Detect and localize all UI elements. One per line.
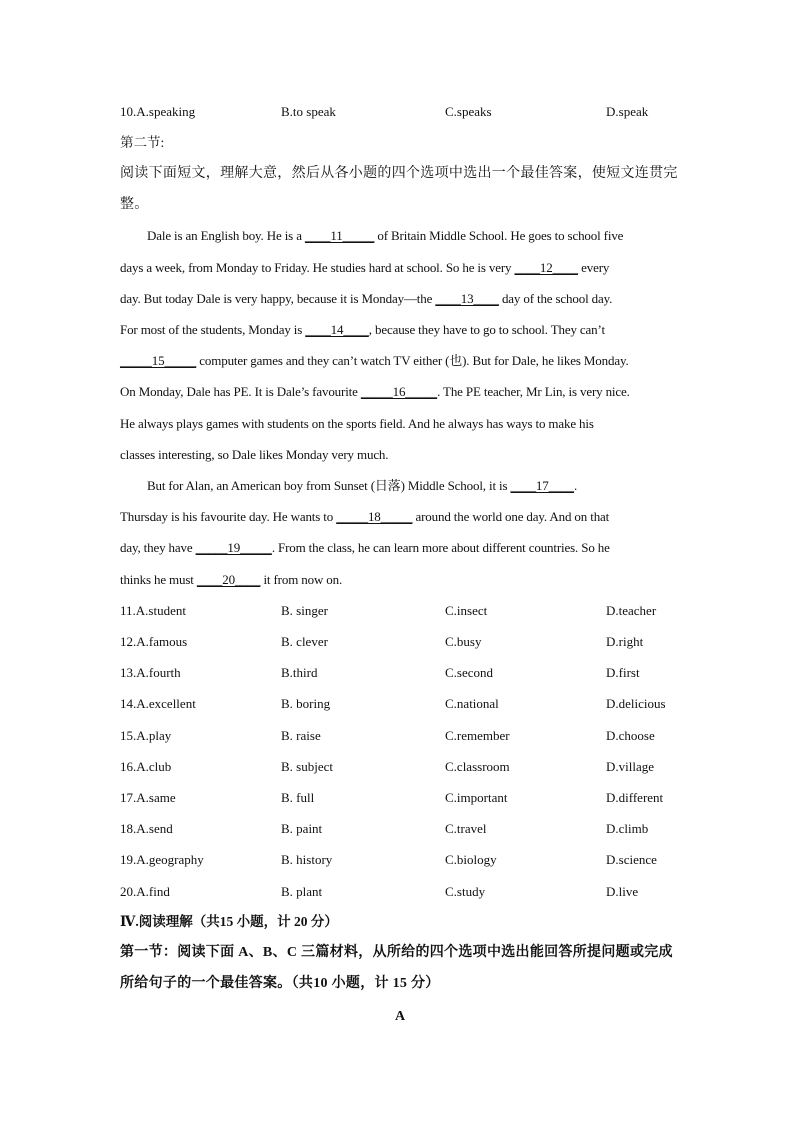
option-a: 18.A.send bbox=[120, 821, 173, 836]
passage-text: On Monday, Dale has PE. It is Dale’s favourite bbox=[120, 384, 361, 399]
passage-text: days a week, from Monday to Friday. He studies hard at school. So he is very bbox=[120, 260, 515, 275]
option-c: C.national bbox=[445, 696, 499, 711]
passage-line bbox=[120, 476, 707, 496]
question-options-row bbox=[120, 694, 680, 714]
section-4-instructions-line-1: 第一节：阅读下面 A、B、C 三篇材料，从所给的四个选项中选出能回答所提问题或完成 bbox=[120, 945, 673, 960]
passage-text: day, they have bbox=[120, 540, 196, 555]
option-b: B. subject bbox=[281, 759, 333, 774]
option-d: D.speak bbox=[606, 104, 649, 119]
option-c: C.travel bbox=[445, 821, 487, 836]
option-d: D.right bbox=[606, 634, 644, 649]
part-a-heading: A bbox=[394, 1009, 406, 1024]
option-b: B. clever bbox=[281, 634, 328, 649]
option-c: C.study bbox=[445, 884, 486, 899]
option-c: C.second bbox=[445, 665, 494, 680]
section-4-instructions-line-2: 所给句子的一个最佳答案。（共10 小题，计 15 分） bbox=[120, 976, 440, 991]
option-a: 19.A.geography bbox=[120, 852, 204, 867]
option-a: 20.A.find bbox=[120, 884, 170, 899]
passage-text: . bbox=[574, 478, 578, 493]
question-10-options bbox=[120, 102, 680, 122]
option-b: B. plant bbox=[281, 884, 323, 899]
option-d: D.teacher bbox=[606, 603, 657, 618]
blank-19: _____19_____ bbox=[195, 540, 272, 555]
blank-18: _____18_____ bbox=[336, 509, 413, 524]
blank-12: ____12____ bbox=[514, 260, 579, 275]
option-a: 14.A.excellent bbox=[120, 696, 196, 711]
question-options-row bbox=[120, 632, 680, 652]
blank-13: ____13____ bbox=[435, 291, 499, 306]
option-b: B. boring bbox=[281, 696, 331, 711]
option-d: D.live bbox=[606, 884, 639, 899]
passage-line bbox=[120, 289, 680, 309]
option-b: B. singer bbox=[281, 603, 328, 618]
passage-text: around the world one day. And on that bbox=[412, 509, 610, 524]
option-b: B.to speak bbox=[281, 104, 336, 119]
option-c: C.busy bbox=[445, 634, 482, 649]
option-a: 13.A.fourth bbox=[120, 665, 181, 680]
option-d: D.delicious bbox=[606, 696, 666, 711]
option-a: 10.A.speaking bbox=[120, 104, 196, 119]
blank-11: ____11_____ bbox=[304, 228, 375, 243]
option-b: B. full bbox=[281, 790, 315, 805]
passage-text: But for Alan, an American boy from Sunset (日落) Middle School, it is bbox=[147, 478, 511, 493]
option-a: 17.A.same bbox=[120, 790, 176, 805]
passage-line bbox=[120, 320, 680, 340]
option-d: D.choose bbox=[606, 728, 655, 743]
blank-20: ____20____ bbox=[196, 572, 261, 587]
passage-text: , because they have to go to school. They can’t bbox=[368, 322, 605, 337]
question-options-row bbox=[120, 819, 680, 839]
section-4-title: Ⅳ.阅读理解（共15 小题，计 20 分） bbox=[120, 914, 338, 929]
section-2-title: 第二节: bbox=[120, 135, 165, 150]
passage-text: it from now on. bbox=[260, 572, 343, 587]
option-c: C.classroom bbox=[445, 759, 510, 774]
blank-15: _____15_____ bbox=[120, 353, 197, 368]
option-b: B. history bbox=[281, 852, 333, 867]
question-options-row bbox=[120, 882, 680, 902]
blank-17: ____17____ bbox=[510, 478, 575, 493]
passage-text: For most of the students, Monday is bbox=[120, 322, 306, 337]
option-b: B. raise bbox=[281, 728, 321, 743]
option-c: C.speaks bbox=[445, 104, 492, 119]
option-d: D.village bbox=[606, 759, 655, 774]
option-d: D.science bbox=[606, 852, 657, 867]
passage-text: day of the school day. bbox=[498, 291, 613, 306]
passage-line bbox=[120, 538, 680, 558]
passage-line bbox=[120, 351, 680, 371]
question-options-row bbox=[120, 788, 680, 808]
option-d: D.different bbox=[606, 790, 664, 805]
passage-text: thinks he must bbox=[120, 572, 197, 587]
passage-text: every bbox=[578, 260, 610, 275]
passage-line bbox=[120, 382, 680, 402]
option-d: D.first bbox=[606, 665, 640, 680]
question-options-row bbox=[120, 757, 680, 777]
question-options-row bbox=[120, 726, 680, 746]
instructions-line-2: 整。 bbox=[120, 197, 149, 212]
question-options-row bbox=[120, 663, 680, 683]
option-a: 11.A.student bbox=[120, 603, 186, 618]
passage-text: Dale is an English boy. He is a bbox=[147, 228, 305, 243]
option-a: 16.A.club bbox=[120, 759, 172, 774]
passage-text: . The PE teacher, Mr Lin, is very nice. bbox=[437, 384, 630, 399]
passage-text: Thursday is his favourite day. He wants to bbox=[120, 509, 337, 524]
instructions-line-1: 阅读下面短文，理解大意，然后从各小题的四个选项中选出一个最佳答案，使短文连贯完 bbox=[120, 166, 678, 181]
option-b: B. paint bbox=[281, 821, 323, 836]
passage-line: He always plays games with students on the sports field. And he always has ways to make his bbox=[120, 416, 594, 431]
option-a: 15.A.play bbox=[120, 728, 172, 743]
blank-14: ____14____ bbox=[305, 322, 369, 337]
passage-line bbox=[120, 258, 680, 278]
option-d: D.climb bbox=[606, 821, 649, 836]
passage-line: classes interesting, so Dale likes Monday very much. bbox=[120, 447, 389, 462]
passage-text: computer games and they can’t watch TV either (也). But for Dale, he likes Monday. bbox=[196, 353, 629, 368]
passage-line bbox=[120, 507, 680, 527]
passage-line bbox=[120, 570, 680, 590]
blank-16: _____16_____ bbox=[360, 384, 438, 399]
option-c: C.insect bbox=[445, 603, 488, 618]
option-c: C.remember bbox=[445, 728, 510, 743]
question-options-row bbox=[120, 850, 680, 870]
option-a: 12.A.famous bbox=[120, 634, 188, 649]
option-c: C.important bbox=[445, 790, 508, 805]
option-b: B.third bbox=[281, 665, 318, 680]
passage-text: . From the class, he can learn more about different countries. So he bbox=[271, 540, 610, 555]
question-options-row bbox=[120, 601, 680, 621]
passage-text: day. But today Dale is very happy, because it is Monday—the bbox=[120, 291, 436, 306]
option-c: C.biology bbox=[445, 852, 497, 867]
passage-text: of Britain Middle School. He goes to school five bbox=[374, 228, 624, 243]
passage-line bbox=[120, 226, 707, 246]
